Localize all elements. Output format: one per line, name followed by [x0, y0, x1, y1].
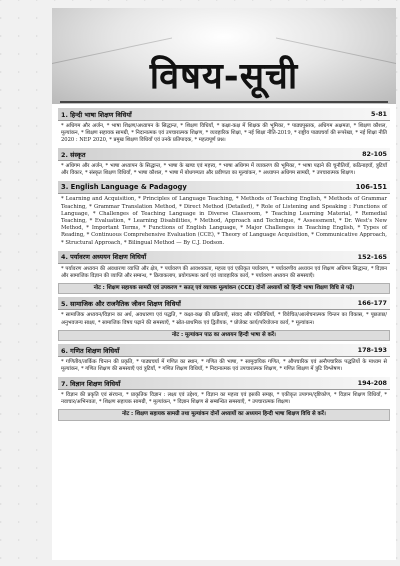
contents-page: [52, 8, 396, 560]
section-note: नोट : शिक्षण सहायक सामग्री तथा मूल्यांकन दोनों अध्यायों का अध्ययन हिन्दी भाषा शिक्षण विधि से करें।: [58, 409, 390, 420]
section-social: [58, 297, 390, 341]
section-topics: * गणितीय/तार्किक चिन्तन की प्रकृति, * पाठ्यचर्या में गणित का स्थान, * गणित की भाषा, * सामुदायिक गणित, * औपचारिक एवं अनौपचारिक पद्धतियों के माध्यम से मूल्यांकन, * गणित शिक्षण की समस्याएँ एवं त्रुटियाँ, * गणित शिक्षण विधियाँ, * निदानात्मक एवं उपचारात्मक शिक्षण, * गणित शिक्षण में त्रुटि विश्लेषण।: [61, 359, 387, 373]
section-pages: 194-208: [357, 379, 387, 388]
section-environment: [58, 251, 390, 295]
section-note: नोट : मूल्यांकन पाठ का अध्ययन हिन्दी भाषा से करें।: [58, 330, 390, 341]
section-pages: 5-81: [371, 110, 387, 118]
page-title: विषय-सूची: [149, 55, 299, 97]
section-heading: 3. English Language & Padagogy: [61, 183, 187, 192]
section-note: नोट : शिक्षण सहायक सामग्री एवं उपकरण * सतत् एवं व्यापक मूल्यांकन (CCE) दोनों अध्यायों को हिन्दी भाषा शिक्षण विधि से पढ़ें।: [58, 283, 390, 294]
section-topics: * Learning and Acquisition, * Principles of Language Teaching, * Methods of Teaching English, * Methods of Grammar Teaching, * Grammar Translation Method, * Direct Method (Detailed), * Role of Listening and Speaking : Functions of Language, * Challenges of Teaching Language in Diverse Classroom, * Teaching Learning Material, * Remedial Teaching, * Evaluation, * Learning Disabilities, * Method, Approach and Technique, * Assessment, * Dr. West's New Method, * Important Terms, * Functions of English Language, * Major Challenges in Teaching English, * Types of Reading, * Continuous Comprehensive Evaluation (CCE), * Theory of Language Acquisition, * Communicative Approach, * Structural Approach, * Bilingual Method — By C.J. Dodson.: [61, 196, 387, 246]
section-header: [58, 181, 390, 194]
section-sanskrit: [58, 148, 390, 178]
section-heading: 7. विज्ञान शिक्षण विधियाँ: [61, 379, 121, 388]
section-heading: 2. संस्कृत: [61, 150, 86, 159]
section-topics: * विज्ञान की प्रकृति एवं संरचना, * प्राकृतिक विज्ञान : लक्ष्य एवं उद्देश्य, * विज्ञान का महत्त्व एवं इसकी समझ, * एकीकृत उपागम/दृष्टिकोण, * विज्ञान शिक्षण विधियाँ, * नवाचार/अभिनवता, * शिक्षण सहायक सामग्री, * मूल्यांकन, * विज्ञान शिक्षण से सम्बन्धित समस्याएँ, * उपचारात्मक शिक्षण।: [61, 392, 387, 406]
section-header: [58, 251, 390, 264]
section-header: [58, 108, 390, 121]
section-topics: * अधिगम और अर्जन, * भाषा शिक्षण/अध्यापन के सिद्धान्त, * शिक्षण विधियाँ, * कक्षा-कक्ष में शिक्षक की भूमिका, * पाठ्यपुस्तक, अधिगम अक्षमता, * शिक्षण कौशल, मूल्यांकन, * शिक्षण सहायक सामग्री, * निदानात्मक एवं उपचारात्मक शिक्षण, * व्यवहारिक शिक्षा, * नई शिक्षा नीति-2019, * राष्ट्रीय पाठ्यचर्या की रूपरेखा, * नई शिक्षा नीति 2020 : NEP 2020, * प्रमुख शिक्षण विधियाँ एवं उनके प्रतिपादक, * महत्वपूर्ण प्रश्न।: [61, 123, 387, 144]
section-header: [58, 377, 390, 390]
section-pages: 82-105: [362, 150, 387, 159]
section-pages: 178-193: [357, 346, 387, 355]
section-hindi: [58, 108, 390, 145]
section-pages: 106-151: [355, 183, 387, 192]
section-english: [58, 181, 390, 247]
section-header: [58, 148, 390, 161]
section-topics: * सामाजिक अध्ययन/विज्ञान का अर्थ, अवधारणा एवं पद्धति, * कक्षा-कक्ष की प्रक्रियाएँ, संवाद और गतिविधियाँ, * विवेचित/आलोचनात्मक चिन्तन का विकास, * पूछताछ/अनुभवजन्य साक्ष्य, * सामाजिक विषय पढ़ाने की समस्याएँ, * स्रोत-प्राथमिक एवं द्वितीयक, * प्रोजेक्ट कार्य/परियोजना कार्य, * मूल्यांकन।: [61, 312, 387, 326]
section-maths: [58, 344, 390, 374]
title-divider: [60, 101, 388, 103]
section-science: [58, 377, 390, 421]
section-heading: 1. हिन्दी भाषा शिक्षण विधियाँ: [61, 110, 132, 119]
contents-list: [58, 108, 390, 424]
section-heading: 4. पर्यावरण अध्ययन शिक्षण विधियाँ: [61, 253, 147, 262]
section-header: [58, 297, 390, 310]
section-topics: * पर्यावरण अध्ययन की अवधारणा व्याप्ति और क्षेत्र, * पर्यावरण की आवश्यकता, महत्त्व एवं एकीकृत पर्यावरण, * पर्यावरणीय अध्ययन एवं शिक्षण अधिगम सिद्धान्त, * विज्ञान और सामाजिक विज्ञान की व्याप्ति और सम्बन्ध, * क्रियाकलाप, प्रयोगात्मक कार्य एवं व्यावहारिक कार्य, * पर्यावरण अध्ययन की समस्याएँ।: [61, 265, 387, 279]
section-topics: * अधिगम और अर्जन, * भाषा अध्यापन के सिद्धान्त, * भाषा के खण्ड एवं महत्त्व, * भाषा अधिगम में व्याकरण की भूमिका, * भाषा पढ़ाने की चुनौतियाँ, कठिनाइयाँ, त्रुटियाँ और विकार, * संस्कृत शिक्षण विधियाँ, * भाषा कौशल, * भाषा में बोधगम्यता और प्रवीणता का मूल्यांकन, * अध्यापन अधिगम सामग्री, * उपचारात्मक शिक्षण।: [61, 163, 387, 177]
section-header: [58, 344, 390, 357]
section-pages: 166-177: [357, 299, 387, 308]
section-heading: 5. सामाजिक और राजनैतिक जीवन शिक्षण विधियाँ: [61, 299, 181, 308]
section-pages: 152-165: [357, 252, 387, 261]
section-heading: 6. गणित शिक्षण विधियाँ: [61, 346, 120, 355]
